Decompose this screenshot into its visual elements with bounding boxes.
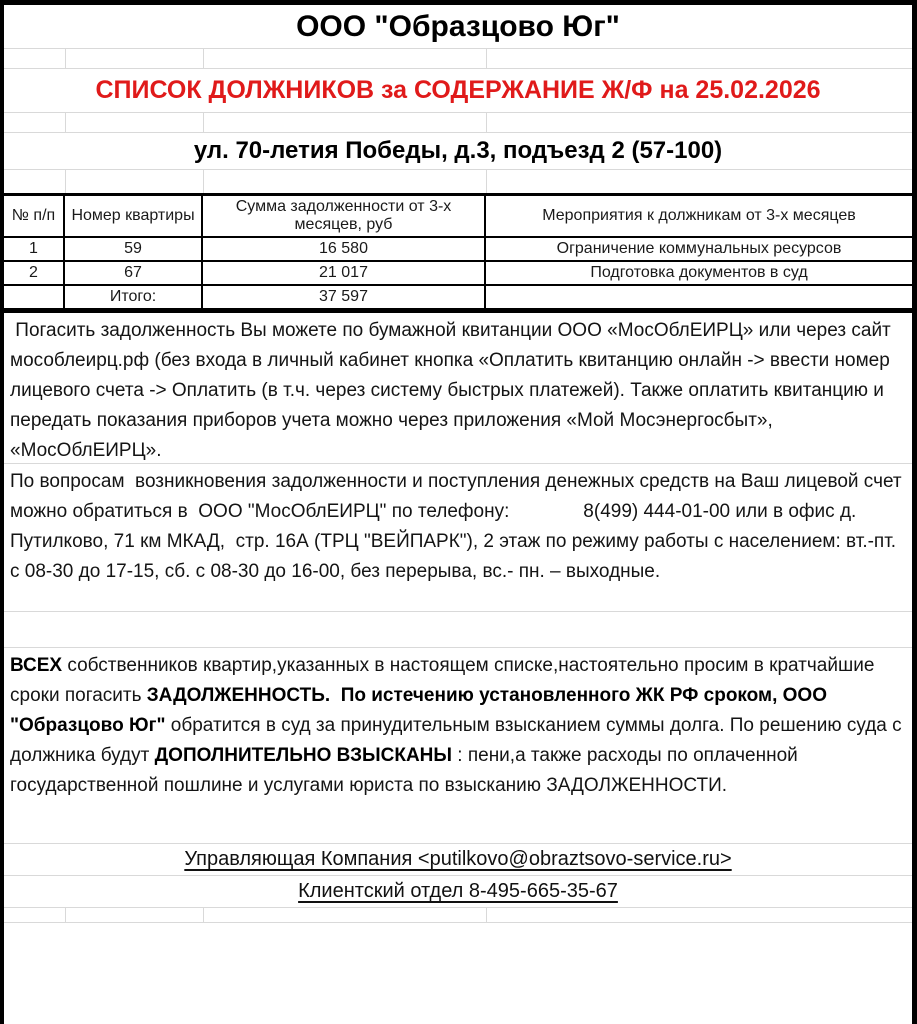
debt-warning-paragraph: ВСЕХ собственников квартир,указанных в настоящем списке,настоятельно просим в кратчайшие сроки погасить ЗАДОЛЖЕННОСТЬ. По истечению установленного ЖК РФ сроком, ООО "Образцово Юг" обратится в суд за принудительным взысканием суммы долга. По решению суда с должника будут ДОПОЛНИТЕЛЬНО ВЗЫСКАНЫ : пени,а также расходы по оплаченной государственной пошлине и услугами юриста по взысканию ЗАДОЛЖЕННОСТИ. — [4, 648, 912, 844]
client-department-phone-line — [4, 876, 912, 908]
contacts-paragraph: По вопросам возникновения задолженности и поступления денежных средств на Ваш лицевой счет можно обратиться в ООО "МосОблЕИРЦ" по телефону: 8(499) 444-01-00 или в офис д. Путилково, 71 км МКАД, стр. 16А (ТРЦ "ВЕЙПАРК"), 2 этаж по режиму работы с населением: вт.-пт. с 08-30 до 17-15, сб. с 08-30 до 16-00, без перерыва, вс.- пн. – выходные. — [4, 464, 912, 612]
spacer-row — [4, 49, 912, 69]
column-header-measures: Мероприятия к должникам от 3-х месяцев — [486, 196, 912, 238]
spacer-row — [4, 612, 912, 648]
debtors-list-heading: СПИСОК ДОЛЖНИКОВ за СОДЕРЖАНИЕ Ж/Ф на 25.02.2026 — [4, 69, 912, 113]
table-row-2-apartment: 67 — [65, 262, 203, 286]
building-address: ул. 70-летия Победы, д.3, подъезд 2 (57-100) — [4, 133, 912, 170]
spacer-row — [4, 113, 912, 133]
table-row-1-amount: 16 580 — [203, 238, 486, 262]
debt-table — [4, 193, 912, 313]
table-row-1-apartment: 59 — [65, 238, 203, 262]
table-row-1-measure: Ограничение коммунальных ресурсов — [486, 238, 912, 262]
spacer-row — [4, 908, 912, 923]
payment-instructions-paragraph: Погасить задолженность Вы можете по бумажной квитанции ООО «МосОблЕИРЦ» или через сайт мособлеирц.рф (без входа в личный кабинет кнопка «Оплатить квитанцию онлайн -> ввести номер лицевого счета -> Оплатить (в т.ч. через систему быстрых платежей). Также оплатить квитанцию и передать показания приборов учета можно через приложения «Мой Мосэнергосбыт», «МосОблЕИРЦ». — [4, 313, 912, 464]
table-row-2-amount: 21 017 — [203, 262, 486, 286]
column-header-number: № п/п — [4, 196, 65, 238]
total-label: Итого: — [65, 286, 203, 310]
table-row-2-number: 2 — [4, 262, 65, 286]
spacer-row — [4, 170, 912, 193]
management-company-email: Управляющая Компания <putilkovo@obraztsovo-service.ru> — [184, 848, 732, 870]
total-row-empty-cell — [4, 286, 65, 310]
table-row-1-number: 1 — [4, 238, 65, 262]
column-header-apartment: Номер квартиры — [65, 196, 203, 238]
client-department-phone: Клиентский отдел 8-495-665-35-67 — [298, 880, 618, 902]
total-amount: 37 597 — [203, 286, 486, 310]
company-title: ООО "Образцово Юг" — [4, 5, 912, 49]
table-row-2-measure: Подготовка документов в суд — [486, 262, 912, 286]
total-row-empty-cell — [486, 286, 912, 310]
management-company-email-line — [4, 844, 912, 876]
column-header-amount: Сумма задолженности от 3-х месяцев, руб — [203, 196, 486, 238]
